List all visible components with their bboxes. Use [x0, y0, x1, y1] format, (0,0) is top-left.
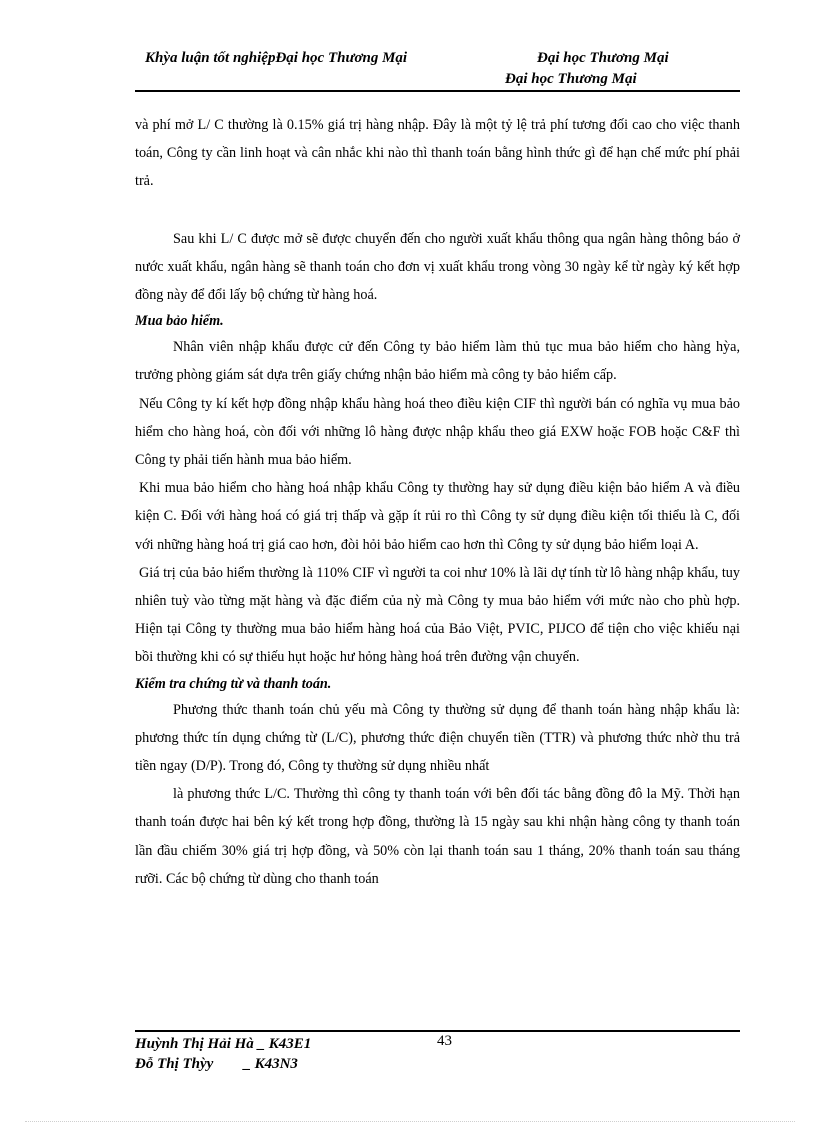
header-right-title: Đại học Thương Mại [537, 50, 669, 66]
header-right-subtitle: Đại học Thương Mại [505, 71, 637, 87]
footer-rule [135, 1030, 740, 1032]
page-bottom-edge [25, 1121, 795, 1122]
footer-author-2: Đỗ Thị Thỳy _ K43N3 [135, 1056, 298, 1072]
footer-author-1: Huỳnh Thị Hải Hà _ K43E1 [135, 1036, 312, 1052]
paragraph-insurance-conditions: Khi mua bảo hiểm cho hàng hoá nhập khẩu Công ty thường hay sử dụng điều kiện bảo hiểm A và điều kiện C. Đối với hàng hoá có giá trị thấp và gặp ít rủi ro thì Công ty sử dụng điều kiện tối thiểu là C, đối với những hàng hoá trị giá cao hơn, đòi hỏi bảo hiểm cao hơn thì Công ty sử dụng bảo hiểm loại A. [135, 480, 740, 553]
header-rule [135, 90, 740, 92]
paragraph-gap [135, 196, 740, 225]
paragraph-insurance-cif: Nếu Công ty kí kết hợp đồng nhập khẩu hàng hoá theo điều kiện CIF thì người bán có nghĩa vụ mua bảo hiểm cho hàng hoá, còn đối với những lô hàng được nhập khẩu theo giá EXW hoặc FOB hoặc C&F thì Công ty phải tiến hành mua bảo hiểm. [135, 395, 740, 469]
paragraph-lc-fee: và phí mở L/ C thường là 0.15% giá trị hàng nhập. Đây là một tỷ lệ trả phí tương đối cao cho việc thanh toán, Công ty cần linh hoạt và cân nhắc khi nào thì thanh toán bằng hình thức gì để hạn chế mức phí phải trả. [135, 117, 740, 190]
header-left-title: Khỳa luận tốt nghiệpĐại học Thương Mại [145, 50, 408, 66]
paragraph-insurance-value: Giá trị của bảo hiểm thường là 110% CIF vì người ta coi như 10% là lãi dự tính từ lô hàng nhập khẩu, tuy nhiên tuỳ vào từng mặt hàng và đặc điểm của nỳ mà Công ty mua bảo hiểm với mức nào cho phù hợp. Hiện tại Công ty thường mua bảo hiểm hàng hoá của Bảo Việt, PVIC, PIJCO để tiện cho việc khiếu nại bồi thường khi có sự thiếu hụt hoặc hư hỏng hàng hoá trên đường vận chuyển. [135, 564, 740, 666]
section-heading-payment: Kiểm tra chứng từ và thanh toán. [135, 675, 332, 692]
paragraph-payment-methods: Phương thức thanh toán chủ yếu mà Công ty thường sử dụng để thanh toán hàng nhập khẩu là: phương thức tín dụng chứng từ (L/C), phương thức điện chuyển tiền (TTR) và phương thức nhờ thu trả tiền ngay (D/P). Trong đó, Công ty thường sử dụng nhiều nhất [135, 701, 740, 775]
document-body [135, 111, 740, 893]
section-heading-insurance: Mua bảo hiểm. [135, 313, 224, 330]
page-number: 43 [437, 1033, 452, 1049]
paragraph-lc-transfer: Sau khi L/ C được mở sẽ được chuyển đến cho người xuất khẩu thông qua ngân hàng thông báo ở nước xuất khẩu, ngân hàng sẽ thanh toán cho đơn vị xuất khẩu trong vòng 30 ngày kể từ ngày ký kết hợp đồng này để đổi lấy bộ chứng từ hàng hoá. [135, 230, 740, 304]
paragraph-insurance-staff: Nhân viên nhập khẩu được cử đến Công ty bảo hiểm làm thủ tục mua bảo hiểm cho hàng hỳa, trưởng phòng giám sát dựa trên giấy chứng nhận bảo hiểm mà công ty bảo hiểm cấp. [135, 339, 740, 384]
paragraph-payment-lc: là phương thức L/C. Thường thì công ty thanh toán với bên đối tác bằng đồng đô la Mỹ. Thời hạn thanh toán được hai bên ký kết trong hợp đồng, thường là 15 ngày sau khi nhận hàng công ty thanh toán lần đầu chiếm 30% giá trị hợp đồng, và 50% còn lại thanh toán sau 1 tháng, 20% thanh toán sau tháng rưỡi. Các bộ chứng từ dùng cho thanh toán [135, 786, 740, 887]
